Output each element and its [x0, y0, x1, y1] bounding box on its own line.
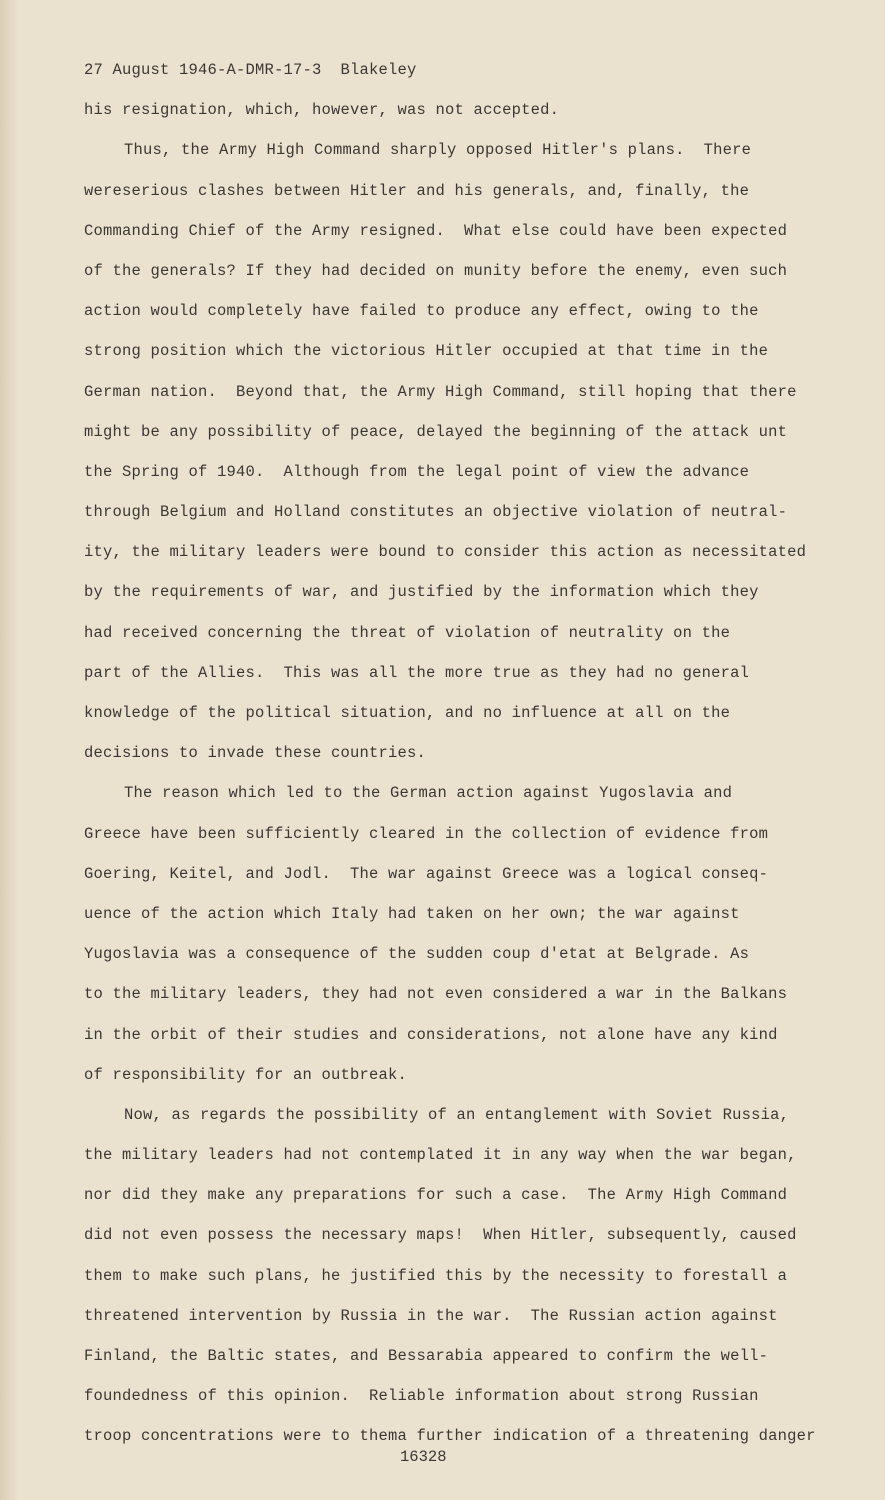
text-line: strong position which the victorious Hitler occupied at that time in the — [84, 342, 769, 361]
text-line: threatened intervention by Russia in the war. The Russian action against — [84, 1306, 778, 1325]
paragraph-start-line: Thus, the Army High Command sharply opposed Hitler's plans. There — [124, 141, 752, 160]
text-line: Commanding Chief of the Army resigned. What else could have been expected — [84, 221, 788, 240]
paragraph-start-line: Now, as regards the possibility of an entanglement with Soviet Russia, — [124, 1105, 790, 1124]
text-line: troop concentrations were to thema further indication of a threatening danger — [84, 1427, 816, 1446]
text-line: through Belgium and Holland constitutes an objective violation of neutral- — [84, 503, 788, 522]
text-line: decisions to invade these countries. — [84, 744, 427, 763]
text-line: Finland, the Baltic states, and Bessarabia appeared to confirm the well- — [84, 1347, 769, 1365]
text-line: of responsibility for an outbreak. — [84, 1065, 408, 1084]
text-line: the military leaders had not contemplated it in any way when the war began, — [84, 1146, 797, 1165]
text-line: had received concerning the threat of violation of neutrality on the — [84, 623, 731, 642]
text-line: nor did they make any preparations for such a case. The Army High Command — [84, 1186, 788, 1205]
document-header: 27 August 1946-A-DMR-17-3 Blakeley — [84, 61, 417, 79]
page-edge-shadow — [0, 0, 18, 1500]
text-line: Yugoslavia was a consequence of the sudden coup d'etat at Belgrade. As — [84, 945, 750, 964]
text-line: his resignation, which, however, was not accepted. — [84, 101, 560, 120]
page-number: 16328 — [400, 1448, 447, 1466]
text-line: wereserious clashes between Hitler and his generals, and, finally, the — [84, 181, 750, 200]
text-line: in the orbit of their studies and considerations, not alone have any kind — [84, 1025, 778, 1044]
text-line: uence of the action which Italy had taken on her own; the war against — [84, 904, 740, 923]
text-line: the Spring of 1940. Although from the legal point of view the advance — [84, 462, 750, 481]
text-line: did not even possess the necessary maps! When Hitler, subsequently, caused — [84, 1226, 797, 1245]
paragraph-start-line: The reason which led to the German action against Yugoslavia and — [124, 784, 733, 803]
text-line: Goering, Keitel, and Jodl. The war against Greece was a logical conseq- — [84, 864, 769, 883]
text-line: might be any possibility of peace, delayed the beginning of the attack unt — [84, 422, 788, 441]
text-line: German nation. Beyond that, the Army High Command, still hoping that there — [84, 382, 797, 401]
text-line: Greece have been sufficiently cleared in the collection of evidence from — [84, 824, 769, 843]
text-line: ity, the military leaders were bound to consider this action as necessitated — [84, 543, 807, 562]
text-line: to the military leaders, they had not even considered a war in the Balkans — [84, 985, 788, 1004]
text-line: action would completely have failed to produce any effect, owing to the — [84, 302, 759, 321]
text-line: by the requirements of war, and justified by the information which they — [84, 583, 759, 602]
text-line: foundedness of this opinion. Reliable information about strong Russian — [84, 1387, 759, 1406]
text-line: knowledge of the political situation, and no influence at all on the — [84, 704, 731, 722]
text-line: of the generals? If they had decided on munity before the enemy, even such — [84, 261, 788, 280]
document-body — [84, 50, 824, 1457]
text-line: them to make such plans, he justified this by the necessity to forestall a — [84, 1266, 788, 1285]
text-line: part of the Allies. This was all the more true as they had no general — [84, 663, 750, 682]
